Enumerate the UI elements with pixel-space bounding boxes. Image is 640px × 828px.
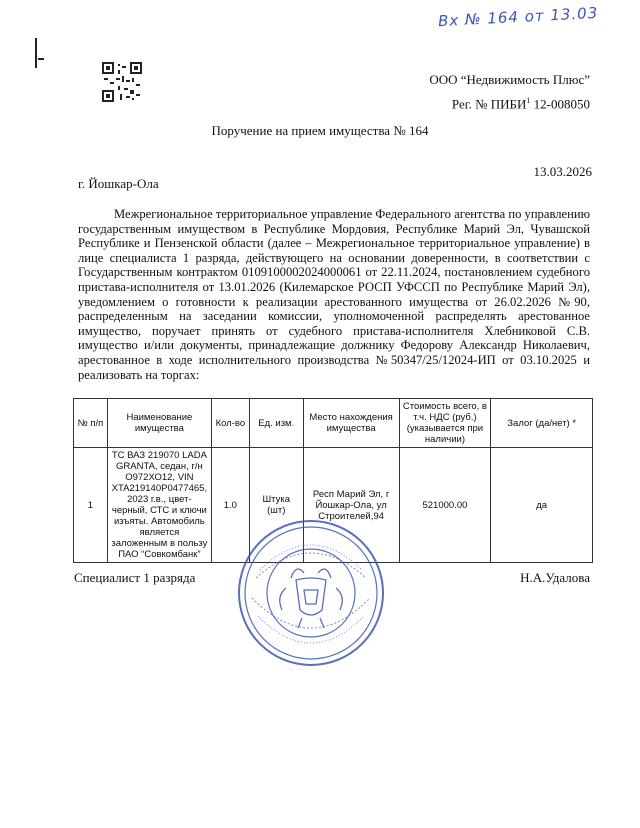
margin-mark-tick: [38, 58, 44, 60]
body-paragraph: Межрегиональное территориальное управление Федерального агентства по управлению государственным имуществом в Республике Мордовия, Республике Марий Эл, Чувашской Республике и Пензенской области (далее – Межрегиональное территориальное управление) в лице специалиста 1 разряда, действующего на основании доверенности, в соответствии с Государственным контрактом 0109100002024000061 от 22.11.2024, постановлением судебного пристава-исполнителя от 13.01.2026 (Килемарское РОСП УФССП по Республике Марий Эл), уведомлением о готовности к реализации арестованного имущества от 26.02.2026 №90, распределенным на заседании комиссии, уполномоченной распределять арестованное имущество, поручает принять от судебного пристава-исполнителя Хлебниковой С.В. имущество и/или документы, принадлежащие должнику Федорову Александр Николаевич, арестованное в ходе исполнительного производства №50347/25/12024-ИП от 03.10.2025 и реализовать на торгах:: [78, 207, 590, 382]
margin-mark: [35, 38, 37, 68]
organization-name: ООО “Недвижимость Плюс”: [429, 72, 590, 87]
signatory-name: Н.А.Удалова: [520, 570, 590, 585]
cell-cost: 521000.00: [399, 448, 491, 563]
cell-name: ТС ВАЗ 219070 LADA GRANTA, седан, г/н О972ХО12, VIN XTA219140P0477465, 2023 г.в., цвет-черный, СТС и ключи изъяты. Автомобиль является заложенным в пользу ПАО “Совкомбанк”: [107, 448, 211, 563]
header-qty: Кол-во: [211, 399, 249, 448]
official-seal-icon: [236, 518, 386, 668]
cell-num: 1: [74, 448, 108, 563]
document-date: 13.03.2026: [533, 164, 592, 179]
header-location: Место нахождения имущества: [303, 399, 399, 448]
cell-location: Респ Марий Эл, г Йошкар-Ола, ул Строителей,94: [303, 448, 399, 563]
handwritten-note: Вх № 164 от 13.03: [437, 3, 599, 31]
header-name: Наименование имущества: [107, 399, 211, 448]
header-unit: Ед. изм.: [249, 399, 303, 448]
header-num: № п/п: [74, 399, 108, 448]
cell-unit: Штука (шт): [249, 448, 303, 563]
cell-qty: 1.0: [211, 448, 249, 563]
document-title: Поручение на прием имущества № 164: [211, 123, 429, 138]
registration-number: Рег. № ПИБИ$^1$ 12-008050: [451, 96, 590, 112]
signatory-role: Специалист 1 разряда: [74, 570, 196, 585]
cell-pledge: да: [491, 448, 593, 563]
table-header-row: [74, 399, 593, 448]
document-city: г. Йошкар-Ола: [78, 176, 159, 191]
header-pledge: Залог (да/нет) *: [491, 399, 593, 448]
qr-code-icon: [102, 62, 142, 102]
header-cost: Стоимость всего, в т.ч. НДС (руб.) (указывается при наличии): [399, 399, 491, 448]
